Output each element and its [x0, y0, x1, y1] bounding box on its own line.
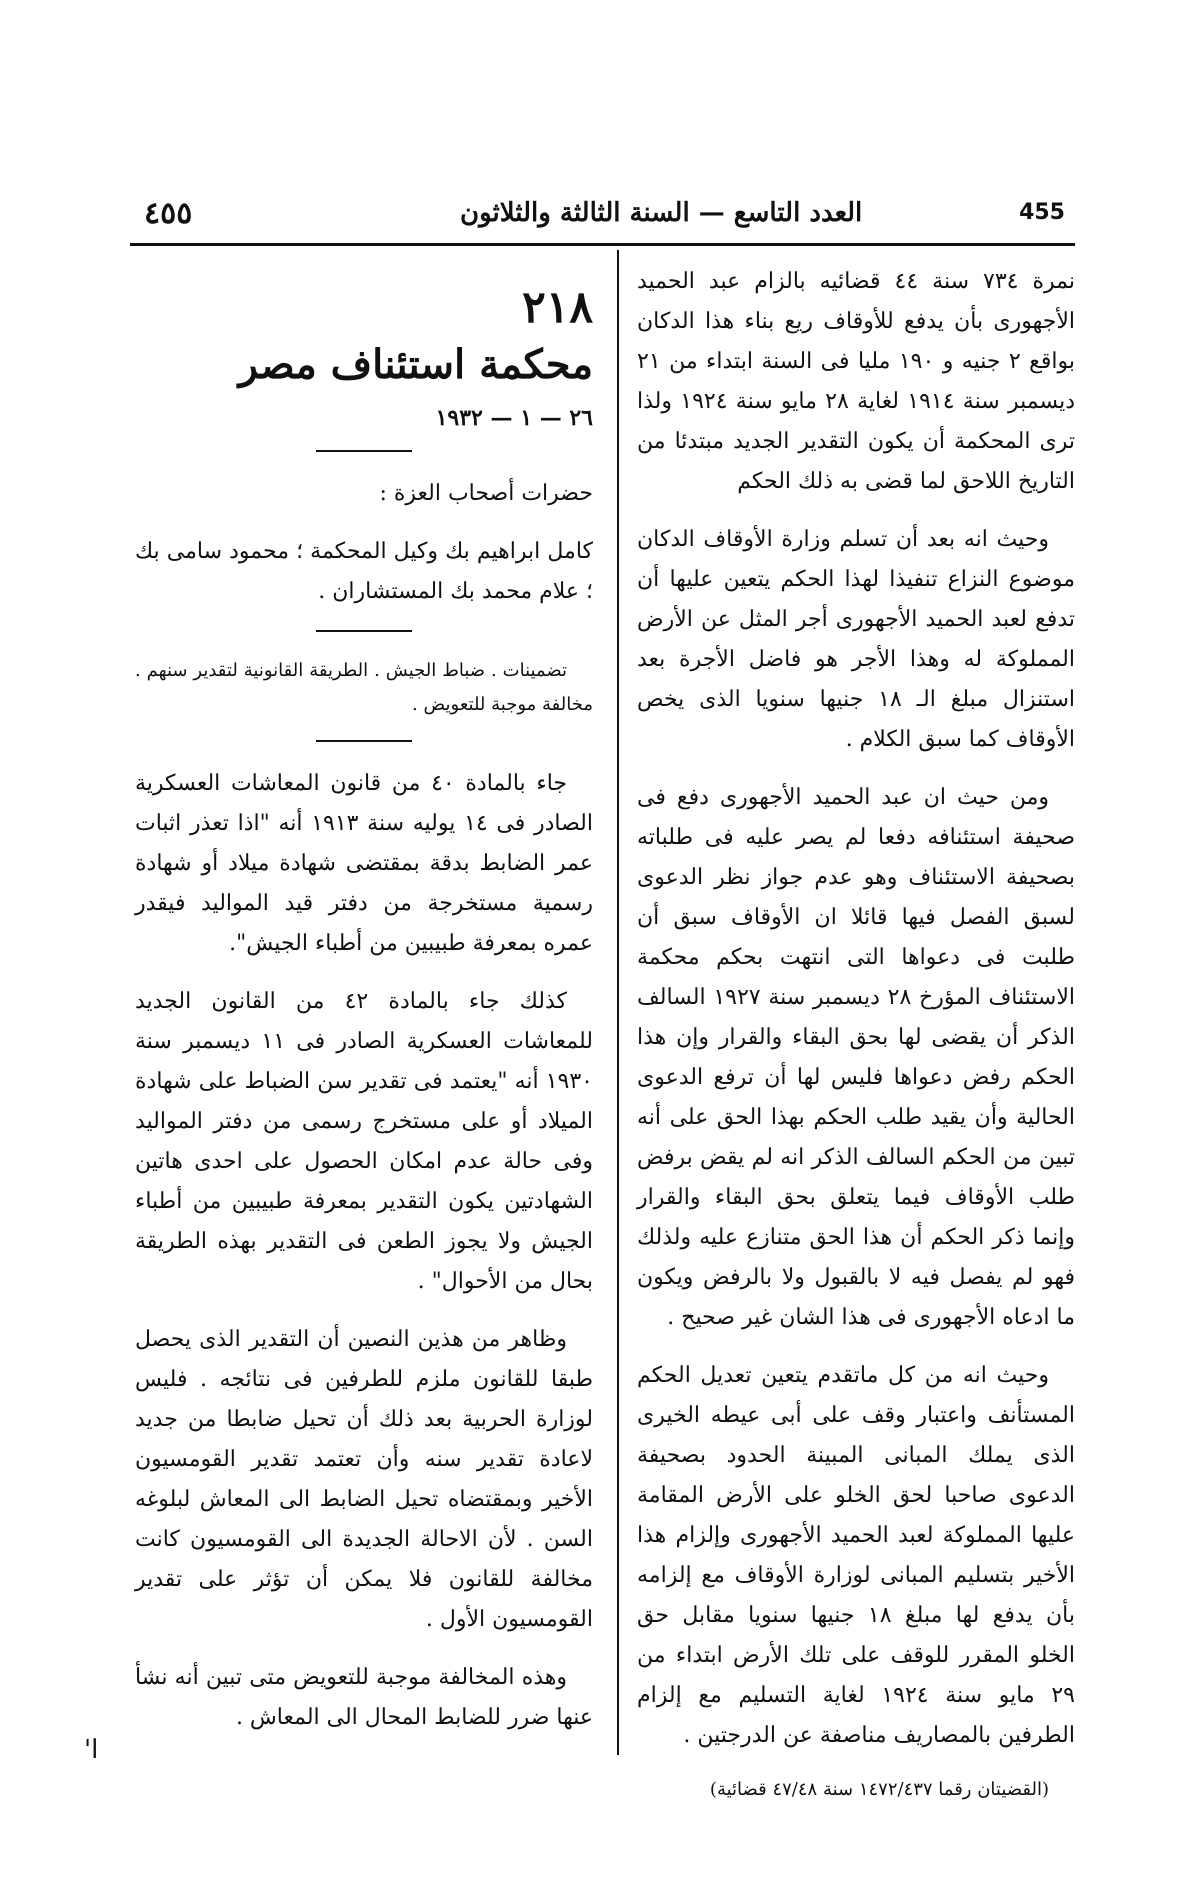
- separator-rule: [316, 740, 412, 742]
- separator-rule: [316, 450, 412, 452]
- margin-mark: 'ا: [84, 1735, 99, 1765]
- case-number: ٢١٨: [522, 282, 593, 333]
- paragraph: وحيث انه من كل ماتقدم يتعين تعديل الحكم المستأنف واعتبار وقف على أبى عيطه الخيرى الذى يملك المبانى المبينة الحدود بصحيفة الدعوى صاحبا لحق الخلو على الأرض المقامة عليها المملوكة لعبد الحميد الأجهورى وإلزام هذا الأخير بتسليم المبانى لوزارة الأوقاف مع إلزامه بأن يدفع لها مبلغ ١٨ جنيها سنويا مقابل حق الخلو المقرر للوقف على تلك الأرض ابتداء من ٢٩ مايو سنة ١٩٢٤ لغاية التسليم مع إلزام الطرفين بالمصاريف مناصفة عن الدرجتين .: [637, 1363, 1075, 1748]
- issue-title: العدد التاسع — السنة الثالثة والثلاثون: [460, 198, 863, 228]
- header-rule: [130, 243, 1075, 246]
- column-divider: [617, 250, 619, 1755]
- right-column: [637, 262, 1075, 1824]
- bench-intro: حضرات أصحاب العزة :: [379, 481, 593, 506]
- court-name: محكمة استئناف مصر: [238, 341, 593, 388]
- paragraph: وحيث انه بعد أن تسلم وزارة الأوقاف الدكان موضوع النزاع تنفيذا لهذا الحكم يتعين عليها أن تدفع لعبد الحميد الأجهورى أجر المثل عن الأرض المملوكة له وهذا الأجر هو فاضل الأجرة بعد استنزال مبلغ الـ ١٨ جنيها سنويا الذى يخص الأوقاف كما سبق الكلام .: [637, 527, 1075, 752]
- page-number-latin: 455: [1019, 200, 1065, 225]
- paragraph: كذلك جاء بالمادة ٤٢ من القانون الجديد للمعاشات العسكرية الصادر فى ١١ ديسمبر سنة ١٩٣٠ أنه "يعتمد فى تقدير سن الضباط على شهادة الميلاد أو على مستخرج رسمى من دفتر المواليد وفى حالة عدم امكان الحصول على احدى هاتين الشهادتين يكون التقدير بمعرفة طبيبين من أطباء الجيش ولا يجوز الطعن فى التقدير بهذه الطريقة بحال من الأحوال" .: [135, 989, 593, 1294]
- judgment-date: ٢٦ — ١ — ١٩٣٢: [435, 405, 593, 431]
- paragraph: جاء بالمادة ٤٠ من قانون المعاشات العسكرية الصادر فى ١٤ يوليه سنة ١٩١٣ أنه "اذا تعذر اثبات عمر الضابط بدقة بمقتضى شهادة ميلاد أو شهادة رسمية مستخرجة من دفتر قيد المواليد فيقدر عمره بمعرفة طبيبين من أطباء الجيش".: [135, 771, 593, 956]
- paragraph: ومن حيث ان عبد الحميد الأجهورى دفع فى صحيفة استئنافه دفعا لم يصر عليه فى طلباته بصحيفة الاستئناف وهو عدم جواز نظر الدعوى لسبق الفصل فيها قائلا ان الأوقاف سبق أن طلبت فى دعواها التى انتهت بحكم محكمة الاستئناف المؤرخ ٢٨ ديسمبر سنة ١٩٢٧ السالف الذكر أن يقضى لها بحق البقاء والقرار وإن هذا الحكم رفض دعواها فليس لها أن ترفع الدعوى الحالية وأن يقيد طلب الحكم بهذا الحق على أنه تبين من الحكم السالف الذكر انه لم يقض برفض طلب الأوقاف فيما يتعلق بحق البقاء والقرار وإنما ذكر الحكم أن هذا الحق متنازع عليه ولذلك فهو لم يفصل فيه لا بالقبول ولا بالرفض ويكون ما ادعاه الأجهورى فى هذا الشان غير صحيح .: [637, 785, 1075, 1330]
- paragraph: وهذه المخالفة موجبة للتعويض متى تبين أنه نشأ عنها ضرر للضابط المحال الى المعاش .: [135, 1665, 593, 1730]
- keywords: تضمينات . ضباط الجيش . الطريقة القانونية لتقدير سنهم . مخالفة موجبة للتعويض .: [135, 660, 593, 715]
- page-number-arabic: ٤٥٥: [144, 196, 193, 231]
- page-header: [130, 196, 1075, 236]
- separator-rule: [316, 630, 412, 632]
- bench-members: كامل ابراهيم بك وكيل المحكمة ؛ محمود سامى بك ؛ علام محمد بك المستشاران .: [135, 539, 593, 604]
- case-reference-footnote: (القضيتان رقما ١٤٧٢/٤٣٧ سنة ٤٧/٤٨ قضائية): [709, 1779, 1049, 1800]
- paragraph: وظاهر من هذين النصين أن التقدير الذى يحصل طبقا للقانون ملزم للطرفين فى نتائجه . فليس لوزارة الحربية بعد ذلك أن تحيل ضابطا من جديد لاعادة تقدير سنه وأن تعتمد تقدير القومسيون الأخير وبمقتضاه تحيل الضابط الى المعاش لبلوغه السن . لأن الاحالة الجديدة الى القومسيون كانت مخالفة للقانون فلا يمكن أن تؤثر على تقدير القومسيون الأول .: [135, 1327, 593, 1632]
- left-column: [135, 280, 593, 1756]
- paragraph: نمرة ٧٣٤ سنة ٤٤ قضائيه بالزام عبد الحميد الأجهورى بأن يدفع للأوقاف ريع بناء هذا الدكان بواقع ٢ جنيه و ١٩٠ مليا فى السنة ابتداء من ٢١ ديسمبر سنة ١٩١٤ لغاية ٢٨ مايو سنة ١٩٢٤ ولذا ترى المحكمة أن يكون التقدير الجديد مبتدئا من التاريخ اللاحق لما قضى به ذلك الحكم: [637, 269, 1076, 494]
